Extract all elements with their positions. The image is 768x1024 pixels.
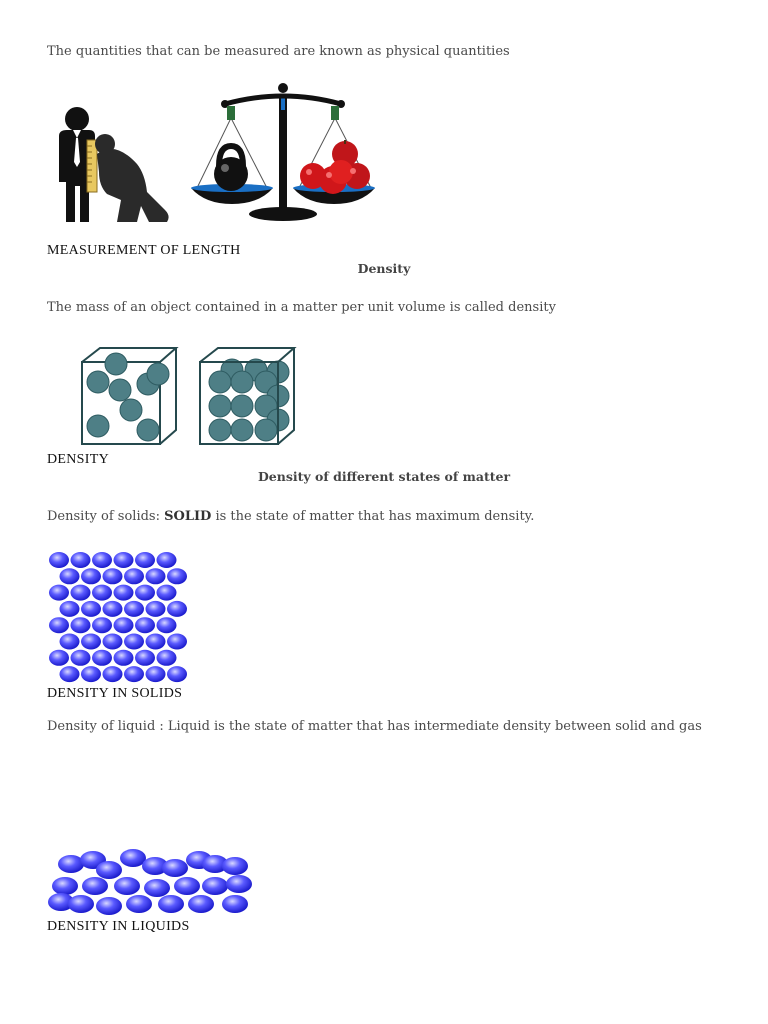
solid-particle xyxy=(157,617,177,633)
solids-paragraph: Density of solids: SOLID is the state of matter that has maximum density. xyxy=(47,509,535,524)
states-heading: Density of different states of matter xyxy=(257,469,511,484)
liquid-paragraph: Density of liquid : Liquid is the state of matter that has intermediate density between solid and gas xyxy=(47,719,702,734)
solid-particle xyxy=(60,568,80,584)
density-cubes-figure xyxy=(78,344,300,450)
solid-particle xyxy=(135,617,155,633)
solid-particle xyxy=(92,650,112,666)
measurement-caption: MEASUREMENT OF LENGTH xyxy=(47,243,241,258)
solid-particle xyxy=(103,634,123,650)
solid-particle xyxy=(114,585,134,601)
density-definition: The mass of an object contained in a matter per unit volume is called density xyxy=(47,300,556,315)
solid-particle xyxy=(114,650,134,666)
solid-particle xyxy=(157,650,177,666)
density-heading: Density xyxy=(357,261,411,276)
apples-icon xyxy=(300,140,370,194)
liquid-particle xyxy=(162,859,188,877)
liquids-caption: DENSITY IN LIQUIDS xyxy=(47,919,190,934)
solid-particle xyxy=(92,617,112,633)
solid-particle xyxy=(167,601,187,617)
solid-particle xyxy=(81,601,101,617)
solid-particle xyxy=(60,601,80,617)
solid-particle xyxy=(157,552,177,568)
solid-particle xyxy=(103,601,123,617)
solid-particle xyxy=(49,552,69,568)
solid-particle xyxy=(146,634,166,650)
solid-particle xyxy=(71,617,91,633)
liquid-particle xyxy=(114,877,140,895)
solid-particles-figure xyxy=(47,548,192,686)
liquid-particle xyxy=(96,897,122,915)
kettlebell-icon xyxy=(214,146,248,191)
solid-particle xyxy=(92,585,112,601)
solid-particle xyxy=(60,634,80,650)
liquid-particle xyxy=(144,879,170,897)
liquid-particle xyxy=(52,877,78,895)
solid-particle xyxy=(71,585,91,601)
solid-particle xyxy=(157,585,177,601)
solid-particle xyxy=(92,552,112,568)
liquid-particle xyxy=(68,895,94,913)
liquid-particle xyxy=(222,857,248,875)
solid-particle xyxy=(49,585,69,601)
solid-particle xyxy=(135,585,155,601)
density-caption: DENSITY xyxy=(47,452,109,467)
solid-particle xyxy=(167,634,187,650)
solid-particle xyxy=(146,568,166,584)
solid-particle xyxy=(49,617,69,633)
solid-particle xyxy=(71,552,91,568)
solid-particle xyxy=(167,568,187,584)
solid-particle xyxy=(146,666,166,682)
solid-particle xyxy=(135,650,155,666)
measurement-figure xyxy=(45,82,380,232)
liquid-particles-figure xyxy=(47,846,257,918)
solid-particle xyxy=(124,601,144,617)
solid-particle xyxy=(124,568,144,584)
solid-particle xyxy=(167,666,187,682)
intro-text: The quantities that can be measured are known as physical quantities xyxy=(47,44,510,59)
liquid-particle xyxy=(202,877,228,895)
liquid-particle xyxy=(96,861,122,879)
solid-particle xyxy=(124,666,144,682)
liquid-particle xyxy=(120,849,146,867)
solid-particle xyxy=(114,552,134,568)
solid-particle xyxy=(124,634,144,650)
liquid-particle xyxy=(58,855,84,873)
liquid-particle xyxy=(226,875,252,893)
solid-particle xyxy=(81,634,101,650)
solid-particle xyxy=(114,617,134,633)
liquid-particle xyxy=(222,895,248,913)
solid-particle xyxy=(146,601,166,617)
solid-particle xyxy=(81,666,101,682)
liquid-particle xyxy=(188,895,214,913)
solid-particle xyxy=(71,650,91,666)
kneeling-person-icon xyxy=(95,134,169,222)
ruler-icon xyxy=(87,140,97,192)
solid-particle xyxy=(81,568,101,584)
solid-particle xyxy=(103,666,123,682)
solid-particle xyxy=(135,552,155,568)
solid-particle xyxy=(60,666,80,682)
solid-particle xyxy=(49,650,69,666)
liquid-particle xyxy=(126,895,152,913)
solids-caption: DENSITY IN SOLIDS xyxy=(47,686,183,701)
liquid-particle xyxy=(82,877,108,895)
liquid-particle xyxy=(158,895,184,913)
liquid-particle xyxy=(174,877,200,895)
solid-particle xyxy=(103,568,123,584)
